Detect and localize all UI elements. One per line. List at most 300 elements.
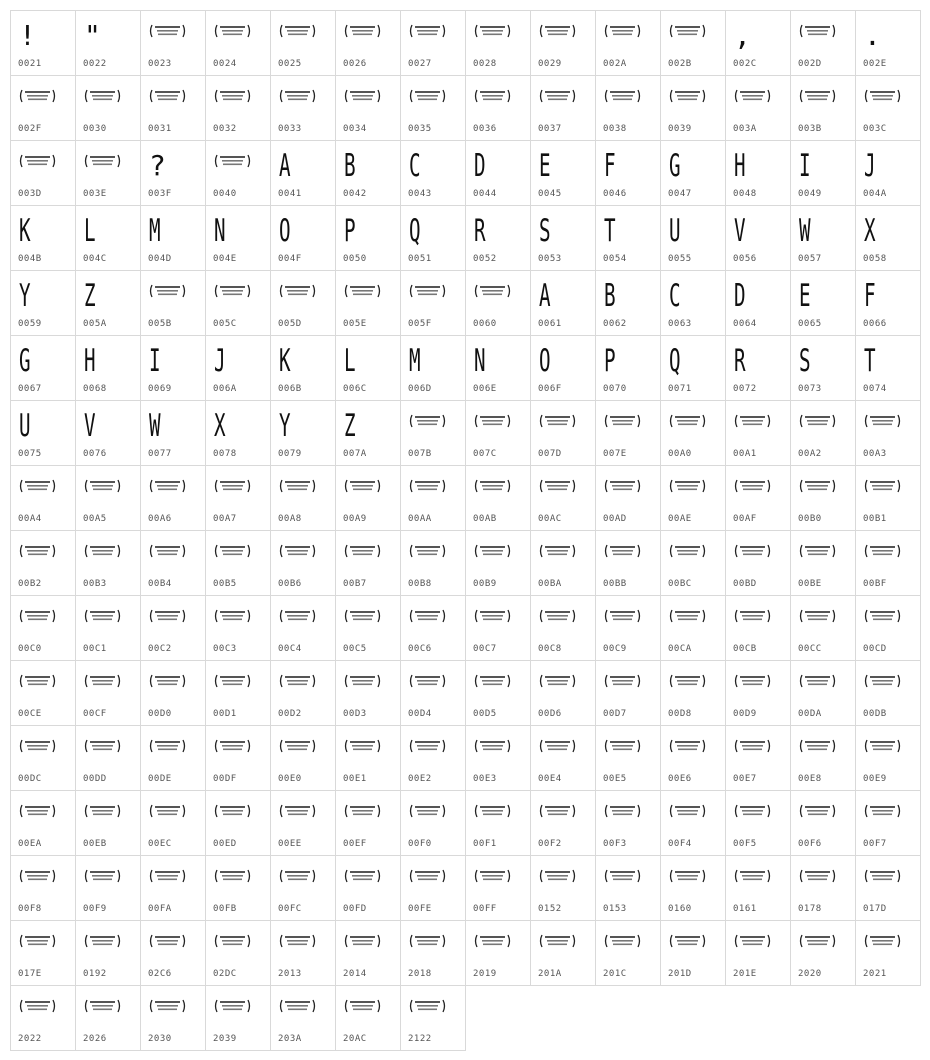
glyph-char: T (604, 213, 616, 249)
glyph-code-label: 0048 (733, 189, 757, 199)
glyph-char: Q (409, 213, 421, 249)
glyph-grid (10, 10, 921, 1051)
glyph-code-label: 00D0 (148, 709, 172, 719)
missing-glyph-icon (734, 414, 771, 428)
glyph-cell (336, 921, 401, 986)
glyph-cell (661, 76, 726, 141)
glyph-char: H (84, 343, 96, 379)
glyph-code-label: 0160 (668, 904, 692, 914)
glyph-cell (76, 856, 141, 921)
glyph-code-label: 004B (18, 254, 42, 264)
glyph-code-label: 00E5 (603, 774, 627, 784)
missing-glyph-icon (19, 609, 56, 623)
glyph-code-label: 0049 (798, 189, 822, 199)
glyph-code-label: 00C9 (603, 644, 627, 654)
missing-glyph-icon (474, 739, 511, 753)
missing-glyph-icon (604, 934, 641, 948)
glyph-code-label: 00A8 (278, 514, 302, 524)
glyph-cell (11, 791, 76, 856)
glyph-code-label: 00C7 (473, 644, 497, 654)
glyph-cell (11, 726, 76, 791)
missing-glyph-icon (214, 89, 251, 103)
missing-glyph-icon (474, 674, 511, 688)
glyph-cell (791, 206, 856, 271)
glyph-code-label: 0047 (668, 189, 692, 199)
glyph-char: A (279, 148, 291, 184)
glyph-cell (661, 11, 726, 76)
glyph-char: E (539, 148, 551, 184)
glyph-code-label: 00AC (538, 514, 562, 524)
glyph-cell (401, 141, 466, 206)
glyph-char: N (474, 343, 486, 379)
missing-glyph-icon (539, 479, 576, 493)
glyph-cell (11, 336, 76, 401)
glyph-cell (661, 271, 726, 336)
glyph-code-label: 0071 (668, 384, 692, 394)
glyph-code-label: 00EB (83, 839, 107, 849)
missing-glyph-icon (734, 609, 771, 623)
glyph-code-label: 003B (798, 124, 822, 134)
glyph-code-label: 003A (733, 124, 757, 134)
missing-glyph-icon (539, 934, 576, 948)
glyph-cell (11, 466, 76, 531)
glyph-code-label: 0153 (603, 904, 627, 914)
glyph-code-label: 00E3 (473, 774, 497, 784)
glyph-code-label: 2013 (278, 969, 302, 979)
glyph-cell (596, 531, 661, 596)
glyph-cell (401, 336, 466, 401)
glyph-char: X (864, 213, 876, 249)
glyph-cell (141, 11, 206, 76)
glyph-cell (11, 76, 76, 141)
glyph-code-label: 00B2 (18, 579, 42, 589)
missing-glyph-icon (474, 24, 511, 38)
glyph-code-label: 0031 (148, 124, 172, 134)
glyph-cell (531, 401, 596, 466)
glyph-cell (401, 596, 466, 661)
glyph-code-label: 00B4 (148, 579, 172, 589)
glyph-cell (466, 921, 531, 986)
glyph-code-label: 00EF (343, 839, 367, 849)
glyph-code-label: 00C4 (278, 644, 302, 654)
glyph-code-label: 00F3 (603, 839, 627, 849)
missing-glyph-icon (19, 479, 56, 493)
glyph-char: N (214, 213, 226, 249)
glyph-cell (11, 661, 76, 726)
glyph-cell (271, 791, 336, 856)
glyph-char: S (539, 213, 551, 249)
missing-glyph-icon (669, 869, 706, 883)
glyph-code-label: 0042 (343, 189, 367, 199)
glyph-code-label: 00FB (213, 904, 237, 914)
missing-glyph-icon (279, 934, 316, 948)
glyph-cell (791, 791, 856, 856)
glyph-cell (466, 726, 531, 791)
glyph-cell (76, 921, 141, 986)
glyph-cell (596, 596, 661, 661)
glyph-code-label: 00FD (343, 904, 367, 914)
missing-glyph-icon (149, 24, 186, 38)
glyph-char: J (214, 343, 226, 379)
glyph-code-label: 00D2 (278, 709, 302, 719)
glyph-char: W (799, 213, 811, 249)
glyph-cell (466, 596, 531, 661)
glyph-code-label: 00D7 (603, 709, 627, 719)
glyph-char: L (344, 343, 356, 379)
glyph-code-label: 002B (668, 59, 692, 69)
missing-glyph-icon (799, 544, 836, 558)
glyph-code-label: 0076 (83, 449, 107, 459)
glyph-code-label: 2026 (83, 1034, 107, 1044)
missing-glyph-icon (84, 544, 121, 558)
glyph-cell (661, 921, 726, 986)
glyph-code-label: 006A (213, 384, 237, 394)
glyph-code-label: 2030 (148, 1034, 172, 1044)
glyph-cell (726, 791, 791, 856)
glyph-char: V (84, 408, 96, 444)
glyph-cell (466, 336, 531, 401)
glyph-cell (856, 401, 921, 466)
glyph-cell (76, 661, 141, 726)
glyph-code-label: 00F0 (408, 839, 432, 849)
missing-glyph-icon (279, 24, 316, 38)
glyph-code-label: 00F9 (83, 904, 107, 914)
glyph-code-label: 0066 (863, 319, 887, 329)
glyph-char: S (799, 343, 811, 379)
glyph-code-label: 007B (408, 449, 432, 459)
glyph-char: P (604, 343, 616, 379)
glyph-code-label: 00BF (863, 579, 887, 589)
glyph-cell (401, 661, 466, 726)
glyph-char: G (669, 148, 681, 184)
missing-glyph-icon (409, 544, 446, 558)
glyph-code-label: 00F6 (798, 839, 822, 849)
glyph-cell (401, 206, 466, 271)
glyph-cell (596, 206, 661, 271)
missing-glyph-icon (474, 89, 511, 103)
glyph-code-label: 2021 (863, 969, 887, 979)
glyph-code-label: 002D (798, 59, 822, 69)
glyph-code-label: 00F1 (473, 839, 497, 849)
glyph-code-label: 00ED (213, 839, 237, 849)
glyph-code-label: 0075 (18, 449, 42, 459)
missing-glyph-icon (474, 934, 511, 948)
glyph-char: J (864, 148, 876, 184)
missing-glyph-icon (409, 414, 446, 428)
glyph-cell (531, 336, 596, 401)
glyph-code-label: 0079 (278, 449, 302, 459)
missing-glyph-icon (409, 609, 446, 623)
glyph-code-label: 00A4 (18, 514, 42, 524)
glyph-code-label: 00FA (148, 904, 172, 914)
missing-glyph-icon (864, 479, 901, 493)
glyph-code-label: 0024 (213, 59, 237, 69)
glyph-code-label: 0077 (148, 449, 172, 459)
glyph-cell (791, 856, 856, 921)
missing-glyph-icon (19, 999, 56, 1013)
glyph-cell (791, 531, 856, 596)
glyph-char: Q (669, 343, 681, 379)
glyph-code-label: 00E2 (408, 774, 432, 784)
missing-glyph-icon (344, 479, 381, 493)
glyph-char: E (799, 278, 811, 314)
glyph-code-label: 0025 (278, 59, 302, 69)
glyph-code-label: 003F (148, 189, 172, 199)
missing-glyph-icon (19, 544, 56, 558)
glyph-cell (791, 76, 856, 141)
missing-glyph-icon (799, 89, 836, 103)
missing-glyph-icon (344, 934, 381, 948)
glyph-code-label: 0046 (603, 189, 627, 199)
glyph-code-label: 00DD (83, 774, 107, 784)
glyph-code-label: 00C1 (83, 644, 107, 654)
glyph-cell (791, 596, 856, 661)
glyph-code-label: 0069 (148, 384, 172, 394)
missing-glyph-icon (214, 609, 251, 623)
glyph-code-label: 02C6 (148, 969, 172, 979)
glyph-cell (856, 336, 921, 401)
missing-glyph-icon (149, 609, 186, 623)
glyph-code-label: 00B6 (278, 579, 302, 589)
glyph-code-label: 0050 (343, 254, 367, 264)
missing-glyph-icon (669, 739, 706, 753)
glyph-cell (206, 596, 271, 661)
missing-glyph-icon (84, 934, 121, 948)
missing-glyph-icon (84, 869, 121, 883)
glyph-cell (76, 206, 141, 271)
missing-glyph-icon (864, 89, 901, 103)
glyph-cell (856, 76, 921, 141)
glyph-cell (466, 271, 531, 336)
missing-glyph-icon (539, 739, 576, 753)
missing-glyph-icon (864, 804, 901, 818)
missing-glyph-icon (539, 544, 576, 558)
glyph-cell (76, 76, 141, 141)
glyph-cell (466, 206, 531, 271)
glyph-code-label: 006D (408, 384, 432, 394)
glyph-code-label: 00D3 (343, 709, 367, 719)
missing-glyph-icon (344, 674, 381, 688)
missing-glyph-icon (84, 89, 121, 103)
glyph-cell (141, 986, 206, 1051)
missing-glyph-icon (734, 934, 771, 948)
glyph-code-label: 004E (213, 254, 237, 264)
glyph-code-label: 00E9 (863, 774, 887, 784)
glyph-code-label: 00E1 (343, 774, 367, 784)
glyph-code-label: 0058 (863, 254, 887, 264)
glyph-code-label: 00B7 (343, 579, 367, 589)
glyph-cell (596, 76, 661, 141)
glyph-code-label: 0072 (733, 384, 757, 394)
glyph-cell (206, 791, 271, 856)
missing-glyph-icon (344, 24, 381, 38)
glyph-cell (791, 726, 856, 791)
glyph-code-label: 00B9 (473, 579, 497, 589)
glyph-code-label: 007D (538, 449, 562, 459)
glyph-char: F (864, 278, 876, 314)
glyph-cell (11, 856, 76, 921)
glyph-code-label: 00C8 (538, 644, 562, 654)
glyph-cell (401, 921, 466, 986)
glyph-cell (76, 531, 141, 596)
glyph-code-label: 00D9 (733, 709, 757, 719)
missing-glyph-icon (799, 934, 836, 948)
glyph-code-label: 00C2 (148, 644, 172, 654)
glyph-char: Z (84, 278, 96, 314)
missing-glyph-icon (669, 479, 706, 493)
missing-glyph-icon (149, 544, 186, 558)
glyph-cell (76, 271, 141, 336)
glyph-cell (531, 661, 596, 726)
glyph-code-label: 002A (603, 59, 627, 69)
missing-glyph-icon (149, 284, 186, 298)
glyph-cell (336, 856, 401, 921)
glyph-code-label: 0161 (733, 904, 757, 914)
glyph-code-label: 0055 (668, 254, 692, 264)
glyph-code-label: 00A2 (798, 449, 822, 459)
glyph-cell (856, 271, 921, 336)
glyph-code-label: 005F (408, 319, 432, 329)
missing-glyph-icon (734, 739, 771, 753)
glyph-code-label: 005D (278, 319, 302, 329)
glyph-code-label: 0192 (83, 969, 107, 979)
glyph-cell (76, 466, 141, 531)
glyph-cell (856, 141, 921, 206)
glyph-code-label: 007C (473, 449, 497, 459)
glyph-cell (76, 986, 141, 1051)
glyph-cell (531, 921, 596, 986)
missing-glyph-icon (669, 804, 706, 818)
glyph-cell (596, 11, 661, 76)
glyph-char: M (149, 213, 161, 249)
missing-glyph-icon (149, 869, 186, 883)
missing-glyph-icon (474, 544, 511, 558)
missing-glyph-icon (734, 869, 771, 883)
glyph-cell (141, 596, 206, 661)
glyph-char: P (344, 213, 356, 249)
missing-glyph-icon (149, 804, 186, 818)
glyph-code-label: 0054 (603, 254, 627, 264)
missing-glyph-icon (604, 479, 641, 493)
glyph-char: L (84, 213, 96, 249)
glyph-cell (271, 141, 336, 206)
glyph-cell (336, 271, 401, 336)
glyph-cell (791, 11, 856, 76)
glyph-code-label: 0062 (603, 319, 627, 329)
missing-glyph-icon (799, 24, 836, 38)
glyph-cell (336, 596, 401, 661)
glyph-code-label: 0064 (733, 319, 757, 329)
glyph-code-label: 00BA (538, 579, 562, 589)
glyph-cell (791, 271, 856, 336)
glyph-cell (11, 11, 76, 76)
glyph-code-label: 0036 (473, 124, 497, 134)
glyph-code-label: 0060 (473, 319, 497, 329)
missing-glyph-icon (799, 609, 836, 623)
missing-glyph-icon (604, 544, 641, 558)
glyph-code-label: 00C5 (343, 644, 367, 654)
glyph-cell (596, 726, 661, 791)
missing-glyph-icon (344, 89, 381, 103)
glyph-cell (11, 531, 76, 596)
missing-glyph-icon (669, 24, 706, 38)
glyph-code-label: 0022 (83, 59, 107, 69)
missing-glyph-icon (604, 89, 641, 103)
glyph-code-label: 005A (83, 319, 107, 329)
glyph-code-label: 201D (668, 969, 692, 979)
missing-glyph-icon (149, 739, 186, 753)
glyph-cell (206, 271, 271, 336)
glyph-cell (856, 11, 921, 76)
glyph-char: H (734, 148, 746, 184)
glyph-cell (401, 401, 466, 466)
glyph-code-label: 0052 (473, 254, 497, 264)
glyph-code-label: 00C0 (18, 644, 42, 654)
glyph-cell (336, 726, 401, 791)
missing-glyph-icon (409, 934, 446, 948)
glyph-code-label: 0061 (538, 319, 562, 329)
missing-glyph-icon (279, 674, 316, 688)
missing-glyph-icon (19, 804, 56, 818)
glyph-code-label: 00D4 (408, 709, 432, 719)
glyph-code-label: 0057 (798, 254, 822, 264)
glyph-char: U (19, 408, 31, 444)
missing-glyph-icon (669, 544, 706, 558)
glyph-cell (856, 206, 921, 271)
glyph-cell (206, 986, 271, 1051)
glyph-code-label: 00F8 (18, 904, 42, 914)
missing-glyph-icon (864, 869, 901, 883)
glyph-cell (336, 986, 401, 1051)
glyph-code-label: 0040 (213, 189, 237, 199)
glyph-code-label: 00FF (473, 904, 497, 914)
glyph-code-label: 00EA (18, 839, 42, 849)
glyph-cell (336, 11, 401, 76)
glyph-code-label: 00C3 (213, 644, 237, 654)
glyph-code-label: 00B3 (83, 579, 107, 589)
glyph-cell (661, 206, 726, 271)
glyph-code-label: 203A (278, 1034, 302, 1044)
missing-glyph-icon (799, 414, 836, 428)
glyph-char: X (214, 408, 226, 444)
missing-glyph-icon (19, 934, 56, 948)
glyph-cell (271, 11, 336, 76)
glyph-cell (661, 661, 726, 726)
glyph-char: R (474, 213, 486, 249)
glyph-cell (531, 726, 596, 791)
missing-glyph-icon (214, 154, 251, 168)
glyph-cell (726, 401, 791, 466)
glyph-code-label: 00FC (278, 904, 302, 914)
glyph-cell (466, 531, 531, 596)
glyph-code-label: 017D (863, 904, 887, 914)
glyph-char: O (279, 213, 291, 249)
glyph-cell (141, 791, 206, 856)
missing-glyph-icon (669, 674, 706, 688)
missing-glyph-icon (214, 804, 251, 818)
glyph-cell (206, 921, 271, 986)
glyph-char: ! (19, 19, 36, 52)
glyph-code-label: 00CA (668, 644, 692, 654)
missing-glyph-icon (84, 609, 121, 623)
glyph-code-label: 00DC (18, 774, 42, 784)
glyph-cell (726, 921, 791, 986)
glyph-code-label: 0059 (18, 319, 42, 329)
glyph-cell (401, 726, 466, 791)
glyph-char: M (409, 343, 421, 379)
glyph-cell (856, 726, 921, 791)
glyph-char: I (149, 343, 161, 379)
